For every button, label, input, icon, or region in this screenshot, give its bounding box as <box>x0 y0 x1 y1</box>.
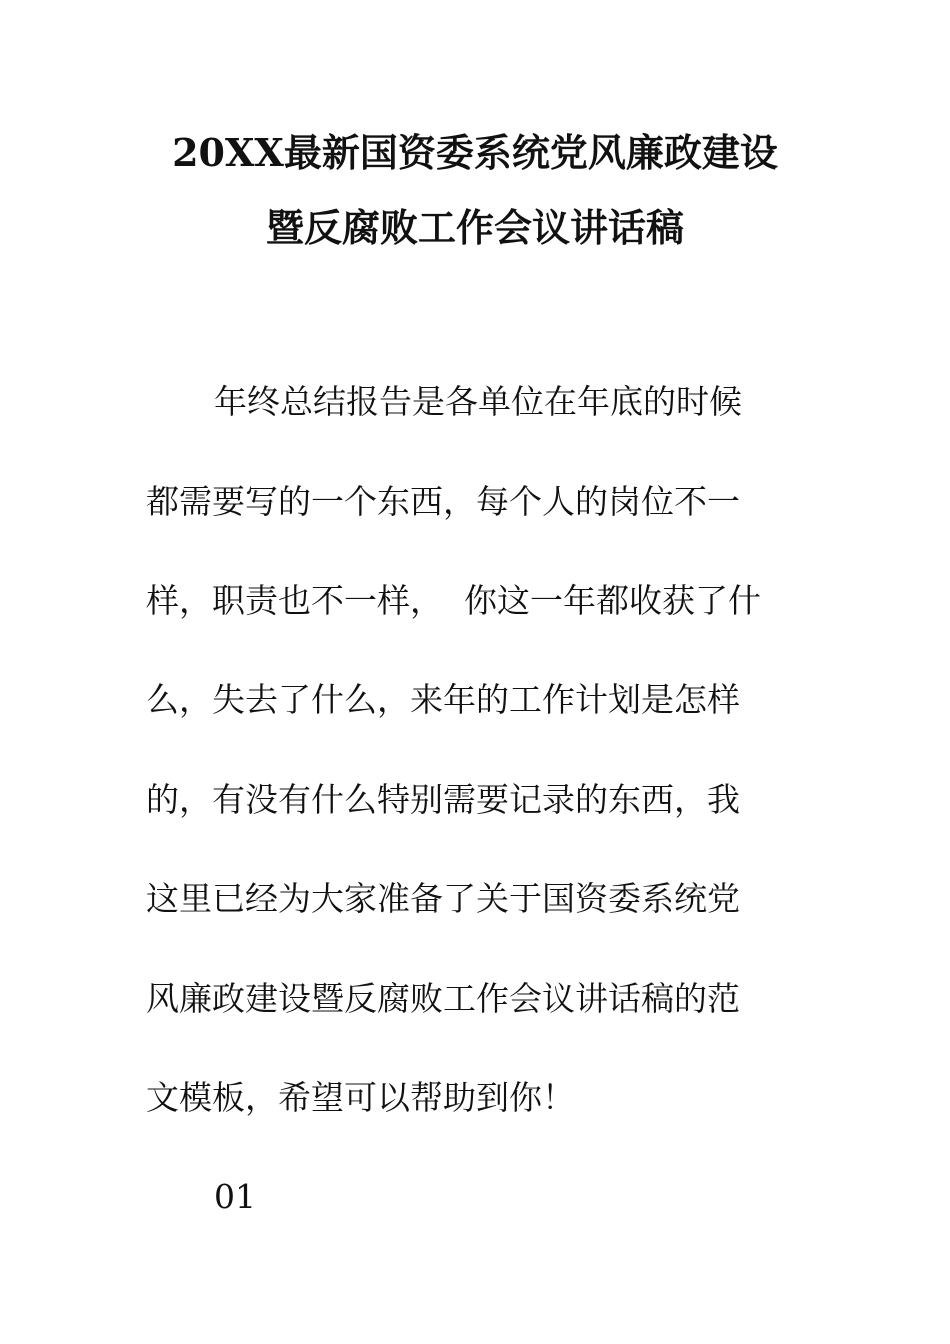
paragraph-line-3: 样，职责也不一样， 你这一年都收获了什 <box>146 581 761 620</box>
paragraph-line-6: 这里已经为大家准备了关于国资委系统党 <box>146 879 740 918</box>
paragraph-line-2: 都需要写的一个东西，每个人的岗位不一 <box>146 482 740 521</box>
paragraph-line-4: 么，失去了什么，来年的工作计划是怎样 <box>146 680 740 719</box>
paragraph-line-5: 的，有没有什么特别需要记录的东西，我 <box>146 780 740 819</box>
paragraph-line-7: 风廉政建设暨反腐败工作会议讲话稿的范 <box>146 979 740 1018</box>
document-title-line-1: 20XX最新国资委系统党风廉政建设 <box>172 130 778 175</box>
paragraph-line-8: 文模板，希望可以帮助到你！ <box>146 1078 575 1117</box>
section-number: 01 <box>214 1177 256 1216</box>
paragraph-line-1: 年终总结报告是各单位在年底的时候 <box>214 382 742 421</box>
document-title-line-2: 暨反腐败工作会议讲话稿 <box>265 205 684 250</box>
